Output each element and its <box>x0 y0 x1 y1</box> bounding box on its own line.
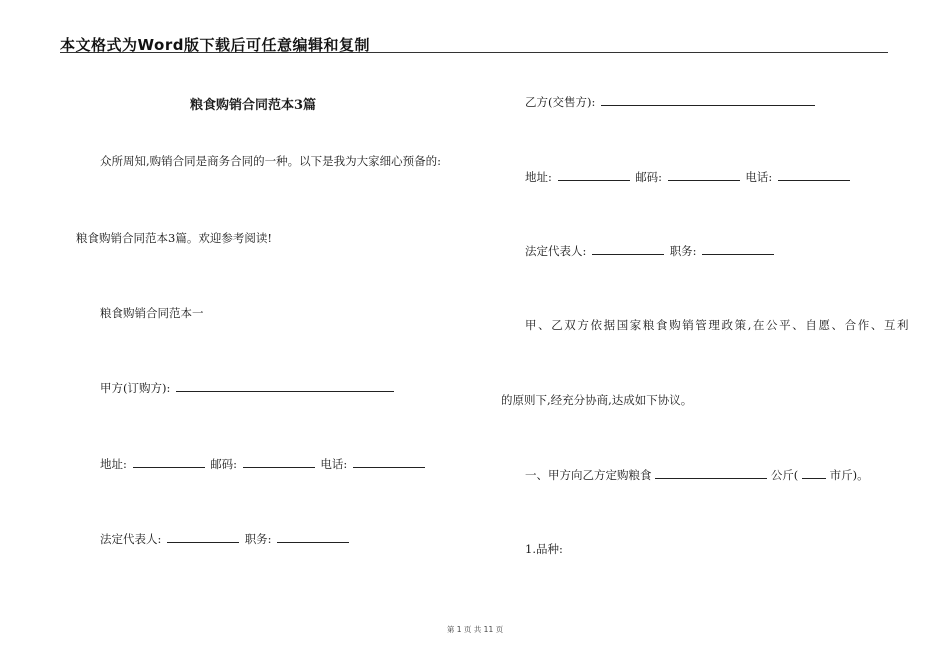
document-title: 粮食购销合同范本3篇 <box>190 98 317 113</box>
grain-quantity-blank[interactable] <box>655 467 767 479</box>
left-address-label: 地址: <box>100 457 127 471</box>
right-position-blank[interactable] <box>702 243 774 255</box>
left-address-row <box>100 456 427 471</box>
right-legal-rep-row <box>525 243 776 258</box>
party-b-row <box>525 94 817 109</box>
left-postcode-label: 邮码: <box>210 457 238 471</box>
party-a-blank[interactable] <box>176 380 394 392</box>
left-legal-rep-row <box>100 531 351 546</box>
left-postcode-blank[interactable] <box>243 456 315 468</box>
header-text: 本文格式为Word版下载后可任意编辑和复制 <box>60 36 370 54</box>
header-rule <box>60 52 888 53</box>
jin-quantity-blank[interactable] <box>802 467 826 479</box>
clause-1-unit: 公斤( <box>770 468 799 482</box>
right-phone-label: 电话: <box>745 170 773 184</box>
intro-line-2: 粮食购销合同范本3篇。欢迎参考阅读! <box>76 231 272 245</box>
party-a-row <box>100 380 396 395</box>
item-1-variety: 1.品种: <box>525 542 563 556</box>
right-address-blank[interactable] <box>558 169 630 181</box>
party-a-label: 甲方(订购方): <box>100 381 171 395</box>
left-phone-label: 电话: <box>320 457 348 471</box>
party-b-blank[interactable] <box>601 94 815 106</box>
right-legal-rep-label: 法定代表人: <box>525 244 587 258</box>
party-b-label: 乙方(交售方): <box>525 95 596 109</box>
section-heading: 粮食购销合同范本一 <box>100 306 204 320</box>
clause-1-prefix: 一、甲方向乙方定购粮食 <box>525 468 652 482</box>
right-position-label: 职务: <box>669 244 697 258</box>
left-position-blank[interactable] <box>277 531 349 543</box>
right-phone-blank[interactable] <box>778 169 850 181</box>
left-address-blank[interactable] <box>133 456 205 468</box>
agreement-line-2: 的原则下,经充分协商,达成如下协议。 <box>501 393 693 407</box>
right-address-label: 地址: <box>525 170 552 184</box>
left-legal-rep-label: 法定代表人: <box>100 532 162 546</box>
right-postcode-label: 邮码: <box>635 170 663 184</box>
left-position-label: 职务: <box>244 532 272 546</box>
intro-line-1: 众所周知,购销合同是商务合同的一种。以下是我为大家细心预备的: <box>100 154 442 168</box>
right-legal-rep-blank[interactable] <box>592 243 664 255</box>
left-legal-rep-blank[interactable] <box>167 531 239 543</box>
clause-1-suffix: 市斤)。 <box>829 468 869 482</box>
right-address-row <box>525 169 852 184</box>
page-footer: 第 1 页 共 11 页 <box>446 625 504 634</box>
clause-1-row <box>525 467 869 482</box>
agreement-line-1: 甲、乙双方依据国家粮食购销管理政策,在公平、自愿、合作、互利 <box>525 318 911 332</box>
left-phone-blank[interactable] <box>353 456 425 468</box>
right-postcode-blank[interactable] <box>668 169 740 181</box>
